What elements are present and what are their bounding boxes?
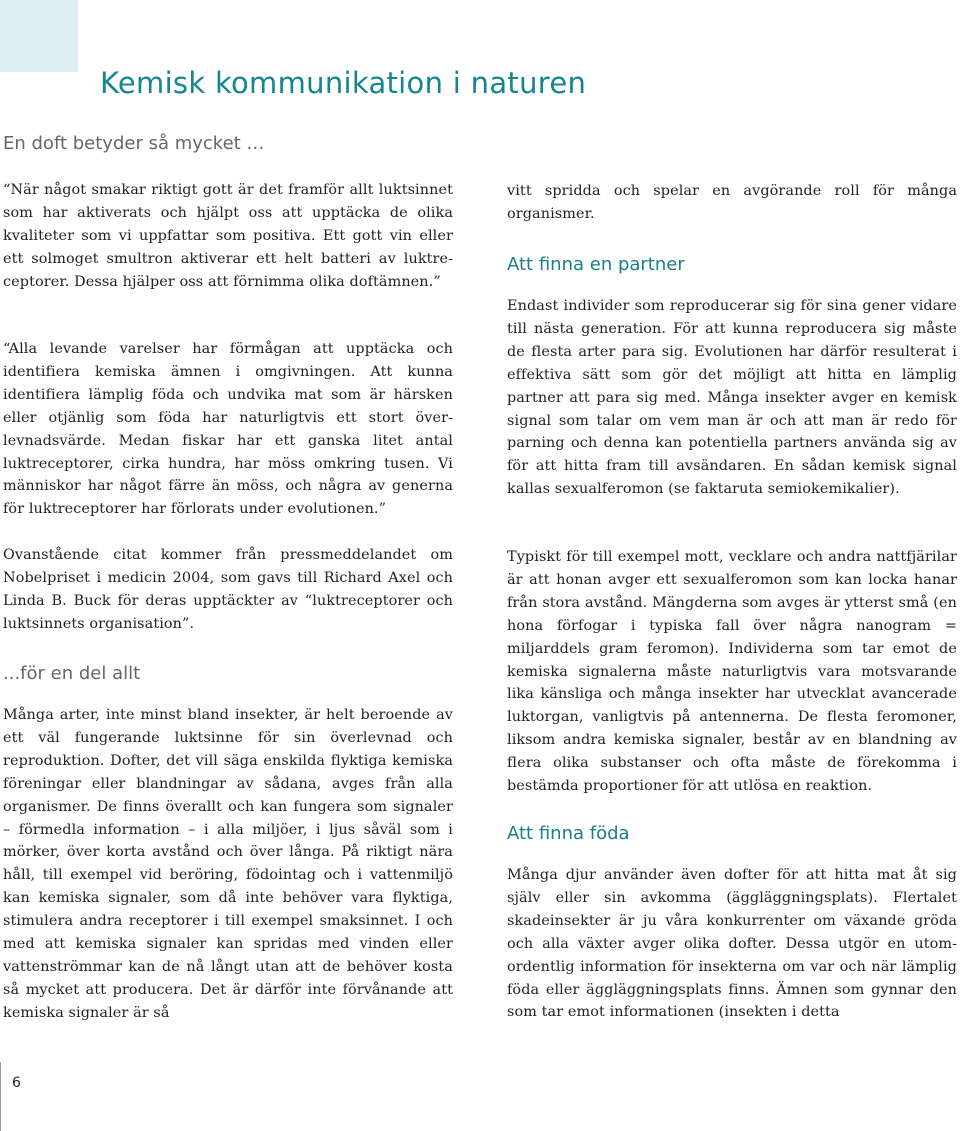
source-paragraph: Ovanstående citat kommer från pressmeddelandet om Nobelpriset i medicin 2004, som gavs till Richard Axel och Linda B. Buck för deras upptäckter av “luktreceptorer och luktsinnets organisation”. <box>3 547 453 632</box>
continued-paragraph: vitt spridda och spelar en avgörande roll för många organismer. <box>507 183 957 222</box>
page-number: 6 <box>12 1075 21 1091</box>
quote-paragraph-1: “När något smakar riktigt gott är det framför allt luktsinnet som har aktiverats och hjälpt oss att upptäcka de olika kvaliteter som vi uppfattar som positiva. Ett gott vin eller ett solmoget smultron aktiverar ett helt batteri av luktreceptorer. Dessa hjälper oss att förnimma olika doftämnen.” <box>3 182 453 290</box>
section-heading-att-finna-en-partner: Att finna en partner <box>507 254 685 275</box>
partner-paragraph-1: Endast individer som reproducerar sig för sina gener vidare till nästa generation. För att kunna reproducera sig måste de flesta arter para sig. Evolutionen har därför resulterat i effektiva sätt som gör det möjligt att hitta en lämplig partner att para sig med. Många insekter avger en kemisk signal som talar om vem man är och att man är redo för parning och denna kan potentiella partners använda sig av för att hitta fram till avsändaren. En sådan kemisk signal kallas sexualferomon (se faktaruta semiokemikalier). <box>507 298 957 498</box>
quote-paragraph-2: “Alla levande varelser har förmågan att upptäcka och identifiera kemiska ämnen i omgivningen. Att kunna identifiera lämplig föda och undvika mat som är härsken eller otjänlig som föda har naturligtvis ett stort överlevnadsvärde. Medan fiskar har ett ganska litet antal luktreceptorer, cirka hundra, har möss omkring tusen. Vi människor har något färre än möss, och några av generna för luktreceptorer har förlorats under evolutionen.” <box>3 341 453 518</box>
corner-decoration <box>0 0 78 72</box>
page-title: Kemisk kommunikation i naturen <box>100 66 587 100</box>
partner-paragraph-2: Typiskt för till exempel mott, vecklare och andra nattfjärilar är att honan avger ett sexualferomon som kan locka hanar från stora avstånd. Mängderna som avges är ytterst små (en hona förfogar i typiska fall över några nanogram = miljarddels gram feromon). Individerna som tar emot de kemiska signalerna måste naturligtvis vara motsvarande lika känsliga och många insekter har utvecklat avancerade luktorgan, vanligtvis på antennerna. De flesta feromoner, liksom andra kemiska signaler, består av en blandning av flera olika substanser och ofta måste de förekomma i bestämda proportioner för att utlösa en reaktion. <box>507 549 957 795</box>
food-paragraph: Många djur använder även dofter för att hitta mat åt sig själv eller sin avkomma (äggläggningsplats). Flertalet skadeinsekter är ju våra konkurrenter om växande gröda och alla växter avger olika dofter. Dessa utgör en utomordentlig information för insekterna om var och när lämplig föda eller äggläggningsplats finns. Ämnen som gynnar den som tar emot informationen (insekten i detta <box>507 867 957 1021</box>
page-number-rule <box>0 1062 1 1131</box>
section-heading-for-en-del-allt: ...för en del allt <box>3 663 141 684</box>
section-heading-en-doft: En doft betyder så mycket … <box>3 133 265 154</box>
section-heading-att-finna-foda: Att finna föda <box>507 823 630 844</box>
body-paragraph: Många arter, inte minst bland insekter, är helt beroende av ett väl fungerande luktsinne för sin överlevnad och reproduktion. Dofter, det vill säga enskilda flyktiga kemiska föreningar eller blandningar av sådana, avges från alla organismer. De finns överallt och kan fungera som signaler – förmedla information – i alla miljöer, i ljus såväl som i mörker, över korta avstånd och över långa. På riktigt nära håll, till exempel vid beröring, födointag och i vattenmiljö kan kemiska signaler, som då inte behöver vara flyktiga, stimulera andra receptorer i till exempel smaksinnet. I och med att kemiska signaler kan spridas med vinden eller vattenströmmar kan de nå långt utan att de behöver kosta så mycket att producera. Det är därför inte förvånande att kemiska signaler är så <box>3 707 453 1021</box>
